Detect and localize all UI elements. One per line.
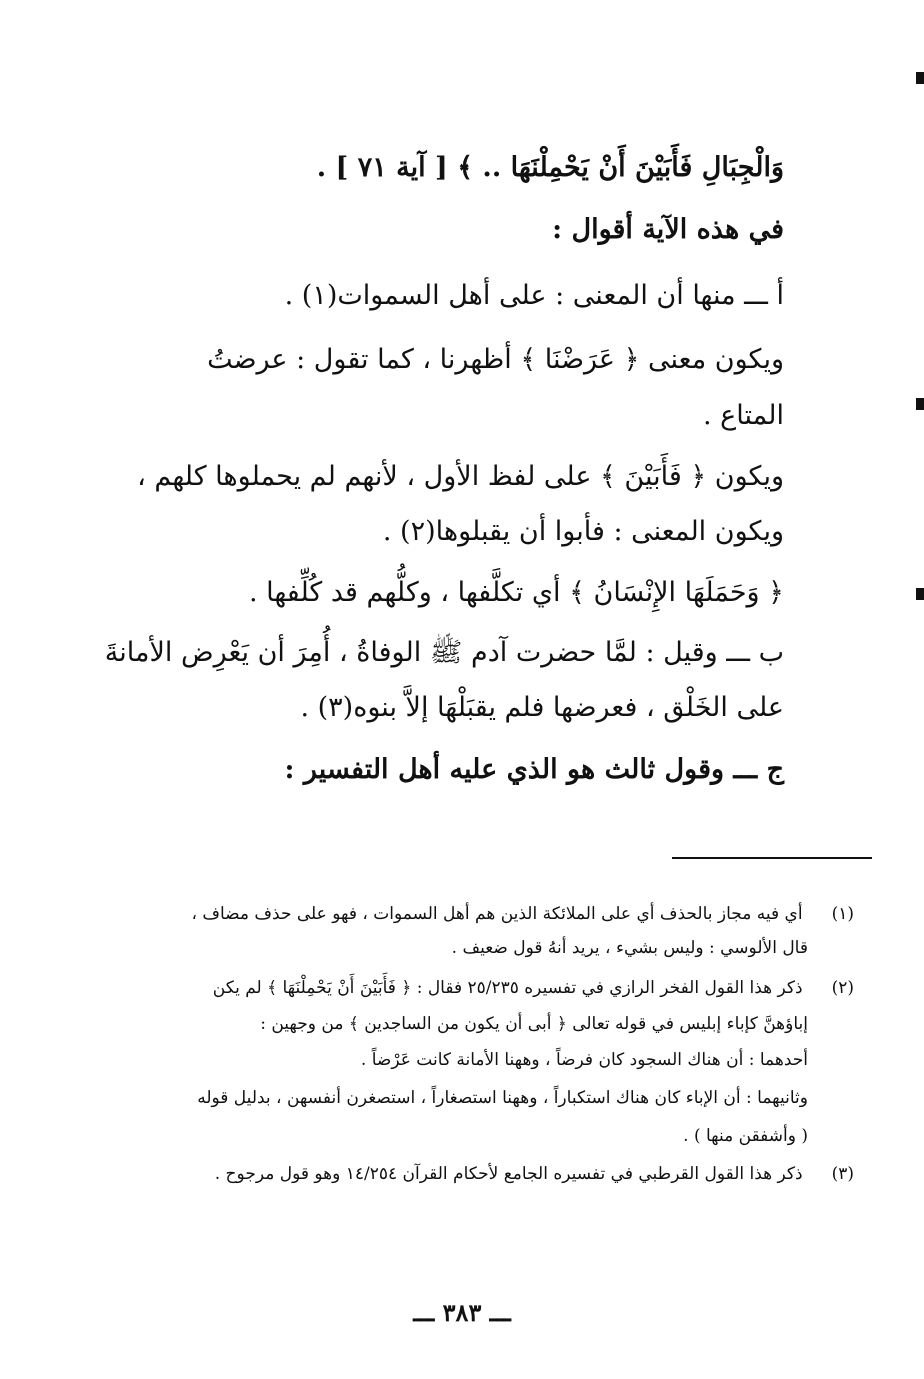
body-line: ويكون ﴿ فَأَبَيْنَ ﴾ على لفظ الأول ، لأنهم لم يحملوها كلهم ، [137, 461, 784, 492]
section-heading: في هذه الآية أقوال : [552, 214, 784, 245]
scan-edge-mark [916, 398, 924, 410]
scan-edge-mark [916, 72, 924, 84]
body-line: على الخَلْق ، فعرضها فلم يقبَلْهَا إلاَّ بنوه(٣) . [300, 692, 784, 723]
footnote-number: (٣) [831, 1164, 854, 1184]
footnote-text: أي فيه مجاز بالحذف أي على الملائكة الذين هم أهل السموات ، فهو على حذف مضاف ، [191, 904, 803, 924]
footnote-1 [191, 902, 854, 926]
body-line: ويكون المعنى : فأبوا أن يقبلوها(٢) . [382, 516, 784, 547]
body-line: ﴿ وَحَمَلَهَا الإِنْسَانُ ﴾ أي تكلَّفها ، وكلُّهم قد كُلِّفها . [248, 577, 784, 608]
footnote-text: وثانيهما : أن الإباء كان هناك استكباراً ، وههنا استصغاراً ، استصغرن أنفسهن ، بدليل قوله [197, 1088, 808, 1108]
footnote-text: قال الألوسي : وليس بشيء ، يريد أنهُ قول ضعيف . [451, 938, 808, 958]
footnote-text: ( وأشفقن منها ) . [683, 1126, 808, 1146]
footnote-text: ذكر هذا القول الفخر الرازي في تفسيره ٢٥/٢٣٥ فقال : ﴿ فَأَبَيْنَ أَنْ يَحْمِلْنَهَا ﴾ لم يكن [212, 978, 803, 998]
footnote-separator [672, 857, 872, 859]
page-number: ـــ ٣٨٣ ـــ [413, 1298, 511, 1327]
body-line-c: ج ـــ وقول ثالث هو الذي عليه أهل التفسير : [284, 754, 784, 785]
body-line-b: ب ـــ وقيل : لمَّا حضرت آدم ﷺ الوفاةُ ، أُمِرَ أن يَعْرِض الأمانةَ [104, 637, 784, 668]
footnote-number: (١) [831, 904, 854, 924]
footnote-text: أحدهما : أن هناك السجود كان فرضاً ، وههنا الأمانة كانت عَرْضاً . [360, 1050, 808, 1070]
verse-line: وَالْجِبَالِ فَأَبَيْنَ أَنْ يَحْمِلْنَهَا .. ﴾ [ آية ٧١ ] . [316, 152, 784, 183]
body-line-a: أ ـــ منها أن المعنى : على أهل السموات(١) . [284, 280, 784, 311]
scan-edge-mark [916, 588, 924, 600]
body-line: المتاع . [703, 400, 784, 431]
footnote-2 [213, 976, 854, 1000]
footnote-text: ذكر هذا القول القرطبي في تفسيره الجامع لأحكام القرآن ١٤/٢٥٤ وهو قول مرجوح . [214, 1164, 803, 1184]
body-line: ويكون معنى ﴿ عَرَضْنَا ﴾ أظهرنا ، كما تقول : عرضتُ [207, 344, 784, 375]
footnote-text: إباؤهنَّ كإباء إبليس في قوله تعالى ﴿ أبى أن يكون من الساجدين ﴾ من وجهين : [260, 1014, 808, 1034]
footnote-3 [215, 1162, 854, 1186]
footnote-number: (٢) [831, 978, 854, 998]
